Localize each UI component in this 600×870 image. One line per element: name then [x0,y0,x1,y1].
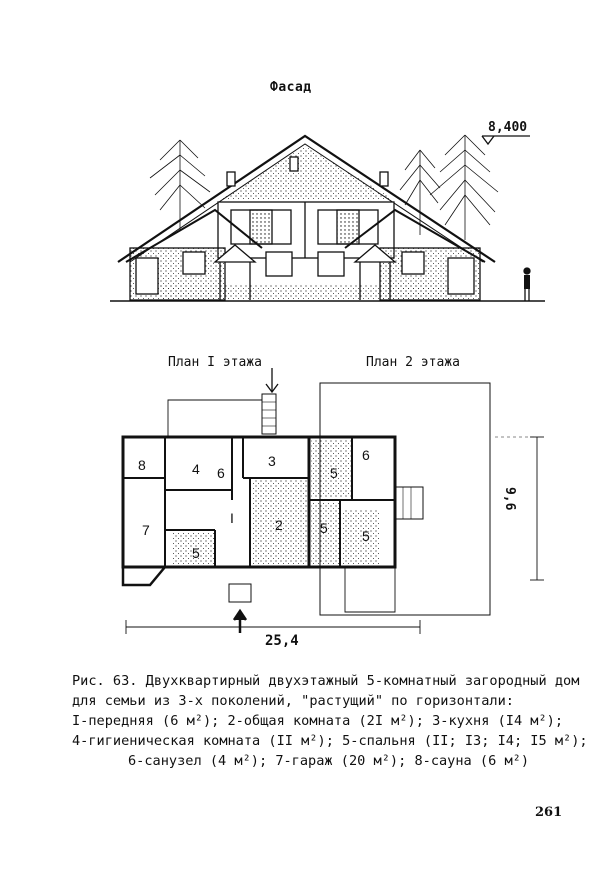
facade-drawing [110,135,545,301]
width-dimension: 25,4 [265,633,299,649]
room-label-1: I [230,510,234,526]
room-label-2: 2 [275,517,283,533]
room-label-4: 4 [192,461,200,477]
room-label-6b: 6 [362,447,370,463]
room-label-5a: 5 [330,465,338,481]
plan-drawing [123,368,544,634]
room-label-6a: 6 [217,465,225,481]
room-label-7: 7 [142,522,150,538]
tree-right [400,135,498,240]
tree-left [150,140,210,230]
plan-floor1-title: План I этажа [168,355,262,370]
facade-title: Фасад [270,80,312,95]
elevation-mark: 8,400 [488,120,528,135]
room-label-3: 3 [268,453,276,469]
caption-line: 6-санузел (4 м²); 7-гараж (20 м²); 8-сауна (6 м²) [128,753,530,769]
caption-line: для семьи из 3-х поколений, "растущий" по горизонтали: [72,693,514,709]
room-label-5c: 5 [320,520,328,536]
caption-line: I-передняя (6 м²); 2-общая комната (2I м²); 3-кухня (I4 м²); [72,713,564,729]
plan-floor2-title: План 2 этажа [366,355,460,370]
room-label-5d: 5 [362,528,370,544]
page-number: 261 [535,805,563,820]
room-label-8: 8 [138,457,146,473]
figure-caption [72,671,588,771]
height-dimension: 9,6 [502,487,517,511]
caption-line: Рис. 63. Двухквартирный двухэтажный 5-комнатный загородный дом [72,673,580,689]
room-label-5b: 5 [192,545,200,561]
caption-line: 4-гигиеническая комната (II м²); 5-спальня (II; I3; I4; I5 м²); [72,733,588,749]
